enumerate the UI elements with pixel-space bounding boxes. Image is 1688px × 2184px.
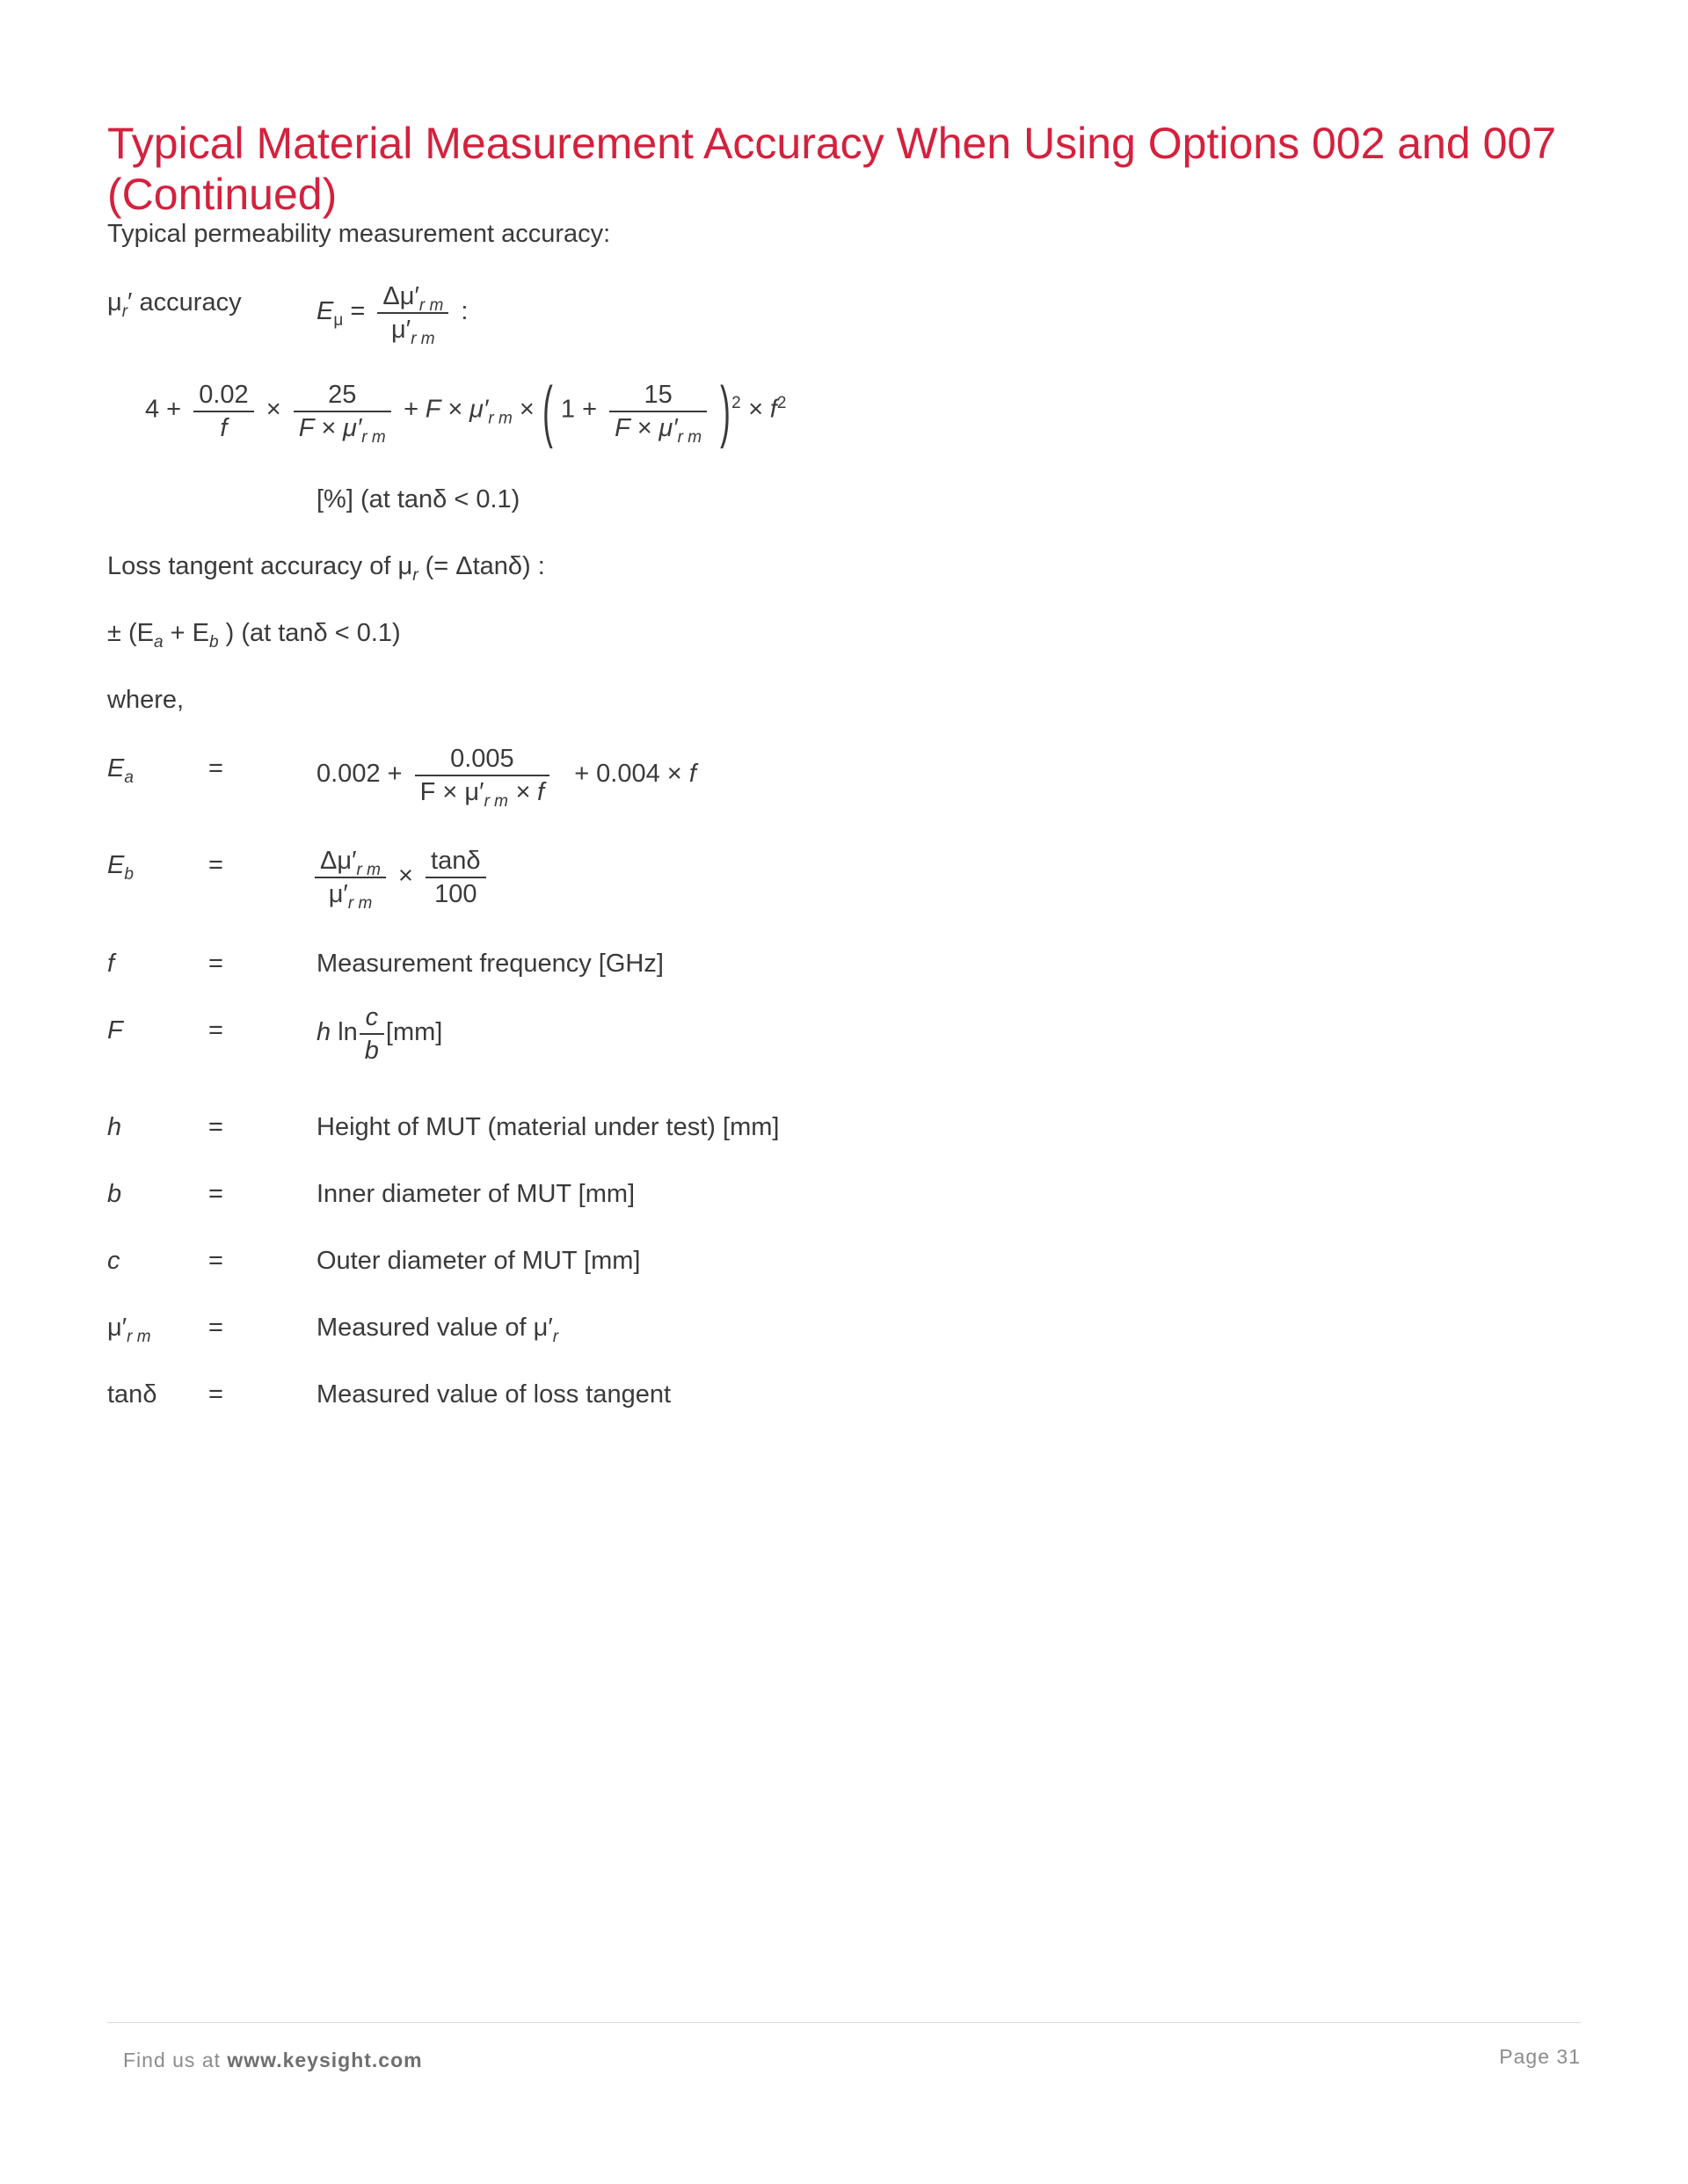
def-equals: =: [208, 1380, 223, 1409]
intro-text: Typical permeability measurement accuracy:: [107, 220, 611, 248]
permeability-accuracy-formula: 4 + $\frac{0.02}{f}$ × $\frac{25}{F \times \mu'_{r m}}$ + $F \times \mu'_{r m}$ × ( 1 + $\frac{15}{F \times \mu'_{r m}}$ )$^2 \times f^2$: [145, 372, 787, 449]
def-desc-tan-delta: Measured value of loss tangent: [316, 1380, 672, 1409]
def-equals: =: [208, 1016, 223, 1045]
footer-divider: [107, 2022, 1581, 2023]
def-symbol-c: c: [107, 1247, 120, 1275]
def-symbol-mu-rm: $\mu'_{r m}$: [107, 1314, 151, 1346]
def-equals: =: [208, 1113, 223, 1141]
def-desc-c: Outer diameter of MUT [mm]: [316, 1247, 641, 1275]
accuracy-condition: [%] (at tanδ < 0.1): [316, 485, 520, 513]
def-equals: =: [208, 1314, 223, 1342]
loss-tangent-accuracy-line: Loss tangent accuracy of $\mu_r$ (= Δtanδ) :: [107, 552, 545, 585]
def-equals: =: [208, 1180, 223, 1208]
e-mu-formula: $E_\mu$ = $\frac{\Delta\mu'_{r m}}{\mu'_{r m}}$ :: [316, 282, 469, 348]
ea-equals: =: [208, 754, 223, 783]
def-desc-mu-rm: Measured value of $\mu'_r$: [316, 1314, 559, 1346]
def-symbol-f: f: [107, 950, 115, 978]
eb-equals: =: [208, 851, 223, 879]
def-symbol-h: h: [107, 1113, 122, 1141]
e-mu-fraction: $\frac{\Delta\mu'_{r m}}{\mu'_{r m}}$: [377, 281, 448, 344]
def-symbol-tan-delta: tanδ: [107, 1380, 157, 1409]
eb-symbol: $E_b$: [107, 851, 134, 884]
def-desc-f: Measurement frequency [GHz]: [316, 950, 664, 978]
def-equals: =: [208, 950, 223, 978]
mu-accuracy-label: $\mu_r'$ accuracy: [107, 288, 242, 321]
ea-symbol: $E_a$: [107, 754, 134, 787]
def-desc-F: h ln $\frac{c}{b}$ [mm]: [316, 1003, 443, 1065]
def-symbol-b: b: [107, 1180, 122, 1208]
def-desc-h: Height of MUT (material under test) [mm]: [316, 1113, 780, 1141]
eb-formula: $\frac{\Delta\mu'_{r m}}{\mu'_{r m}}$ × $\frac{\tan\delta}{100}$: [309, 846, 491, 908]
def-symbol-F: F: [107, 1016, 123, 1045]
def-desc-b: Inner diameter of MUT [mm]: [316, 1180, 636, 1208]
footer-website: Find us at www.keysight.com: [123, 2049, 423, 2071]
ea-formula: 0.002 + $\frac{0.005}{F \times \mu'_{r m} \times f}$ + 0.004 × f: [316, 745, 696, 811]
where-text: where,: [107, 686, 185, 714]
def-equals: =: [208, 1247, 223, 1275]
loss-tangent-expression: ± ($E_a + E_b$ ) (at tanδ < 0.1): [107, 619, 401, 652]
page-number: Page 31: [1499, 2045, 1581, 2068]
page-title: Typical Material Measurement Accuracy When Using Options 002 and 007 (Continued): [107, 118, 1557, 219]
footer-url-link[interactable]: www.keysight.com: [227, 2049, 423, 2071]
